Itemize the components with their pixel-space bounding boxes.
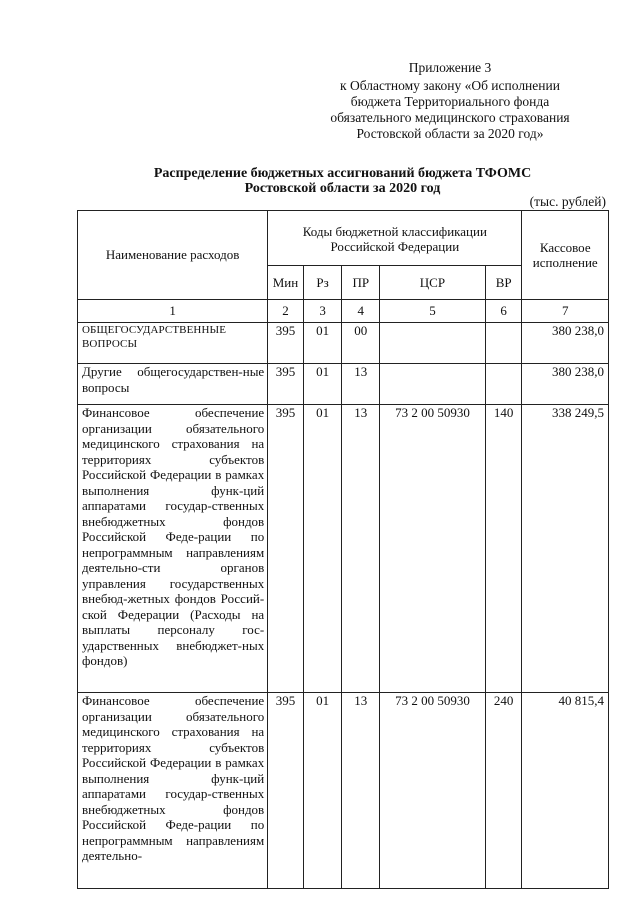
header-csr: ЦСР bbox=[380, 266, 486, 300]
column-number-row bbox=[78, 300, 609, 323]
header-codes bbox=[268, 211, 522, 266]
row-amount: 380 238,0 bbox=[522, 323, 609, 364]
table-row bbox=[78, 405, 609, 693]
column-number: 4 bbox=[342, 300, 380, 323]
document-title bbox=[0, 166, 640, 196]
header-pr: ПР bbox=[342, 266, 380, 300]
header-codes-line-1: Коды бюджетной классификации bbox=[302, 224, 487, 240]
appendix-line: к Областному закону «Об исполнении bbox=[340, 78, 560, 93]
row-min: 395 bbox=[268, 364, 304, 405]
column-number: 1 bbox=[78, 300, 268, 323]
row-vr: 140 bbox=[485, 405, 522, 693]
appendix-line: обязательного медицинского страхования bbox=[330, 110, 570, 125]
table-row bbox=[78, 364, 609, 405]
appendix-label: Приложение 3 bbox=[408, 60, 492, 75]
row-name: ОБЩЕГОСУДАРСТВЕННЫЕ ВОПРОСЫ bbox=[78, 323, 268, 364]
title-line-1: Распределение бюджетных ассигнований бюджета ТФОМС bbox=[153, 166, 532, 181]
appendix-line: бюджета Территориального фонда bbox=[350, 94, 550, 109]
column-number: 6 bbox=[485, 300, 522, 323]
units-label: (тыс. рублей) bbox=[529, 194, 606, 209]
column-number: 5 bbox=[380, 300, 486, 323]
title-line-2: Ростовской области за 2020 год bbox=[244, 181, 441, 196]
header-cash bbox=[522, 211, 609, 300]
header-vr: ВР bbox=[485, 266, 522, 300]
row-rz: 01 bbox=[303, 693, 342, 889]
row-amount: 380 238,0 bbox=[522, 364, 609, 405]
row-amount: 338 249,5 bbox=[522, 405, 609, 693]
row-rz: 01 bbox=[303, 364, 342, 405]
row-min: 395 bbox=[268, 693, 304, 889]
row-vr bbox=[485, 364, 522, 405]
row-csr bbox=[380, 323, 486, 364]
row-pr: 00 bbox=[342, 323, 380, 364]
row-pr: 13 bbox=[342, 364, 380, 405]
header-min: Мин bbox=[268, 266, 304, 300]
row-min: 395 bbox=[268, 323, 304, 364]
row-min: 395 bbox=[268, 405, 304, 693]
appendix-line: Ростовской области за 2020 год» bbox=[356, 126, 544, 141]
budget-table bbox=[77, 210, 609, 889]
column-number: 3 bbox=[303, 300, 342, 323]
row-pr: 13 bbox=[342, 405, 380, 693]
column-number: 2 bbox=[268, 300, 304, 323]
table-row bbox=[78, 693, 609, 889]
table-header-row bbox=[78, 211, 609, 266]
row-csr: 73 2 00 50930 bbox=[380, 693, 486, 889]
row-csr bbox=[380, 364, 486, 405]
row-name: Финансовое обеспечение организации обязательного медицинского страхования на территориях субъектов Российской Федерации в рамках выполнения функ-ций аппаратами государ-ственных внебюджетных фондов Российской Феде-рации по непрограммным направлениям деятельно- bbox=[78, 693, 268, 889]
row-amount: 40 815,4 bbox=[522, 693, 609, 889]
row-rz: 01 bbox=[303, 405, 342, 693]
header-cash-line-2: исполнение bbox=[532, 255, 598, 270]
appendix-header bbox=[300, 60, 600, 142]
row-rz: 01 bbox=[303, 323, 342, 364]
header-name: Наименование расходов bbox=[78, 211, 268, 300]
row-pr: 13 bbox=[342, 693, 380, 889]
row-csr: 73 2 00 50930 bbox=[380, 405, 486, 693]
row-vr: 240 bbox=[485, 693, 522, 889]
header-cash-line-1: Кассовое bbox=[539, 240, 591, 255]
header-codes-line-2: Российской Федерации bbox=[330, 239, 460, 255]
column-number: 7 bbox=[522, 300, 609, 323]
table-row bbox=[78, 323, 609, 364]
header-rz: Рз bbox=[303, 266, 342, 300]
row-name: Другие общегосударствен-ные вопросы bbox=[78, 364, 268, 405]
row-name: Финансовое обеспечение организации обязательного медицинского страхования на территориях субъектов Российской Федерации в рамках выполнения функ-ций аппаратами государ-ственных внебюджетных фондов Российской Феде-рации по непрограммным направлениям деятельно-сти органов управления государственных внебюд-жетных фондов Россий-ской Федерации (Расходы на выплаты персоналу гос-ударственных внебюджет-ных фондов) bbox=[78, 405, 268, 693]
row-vr bbox=[485, 323, 522, 364]
